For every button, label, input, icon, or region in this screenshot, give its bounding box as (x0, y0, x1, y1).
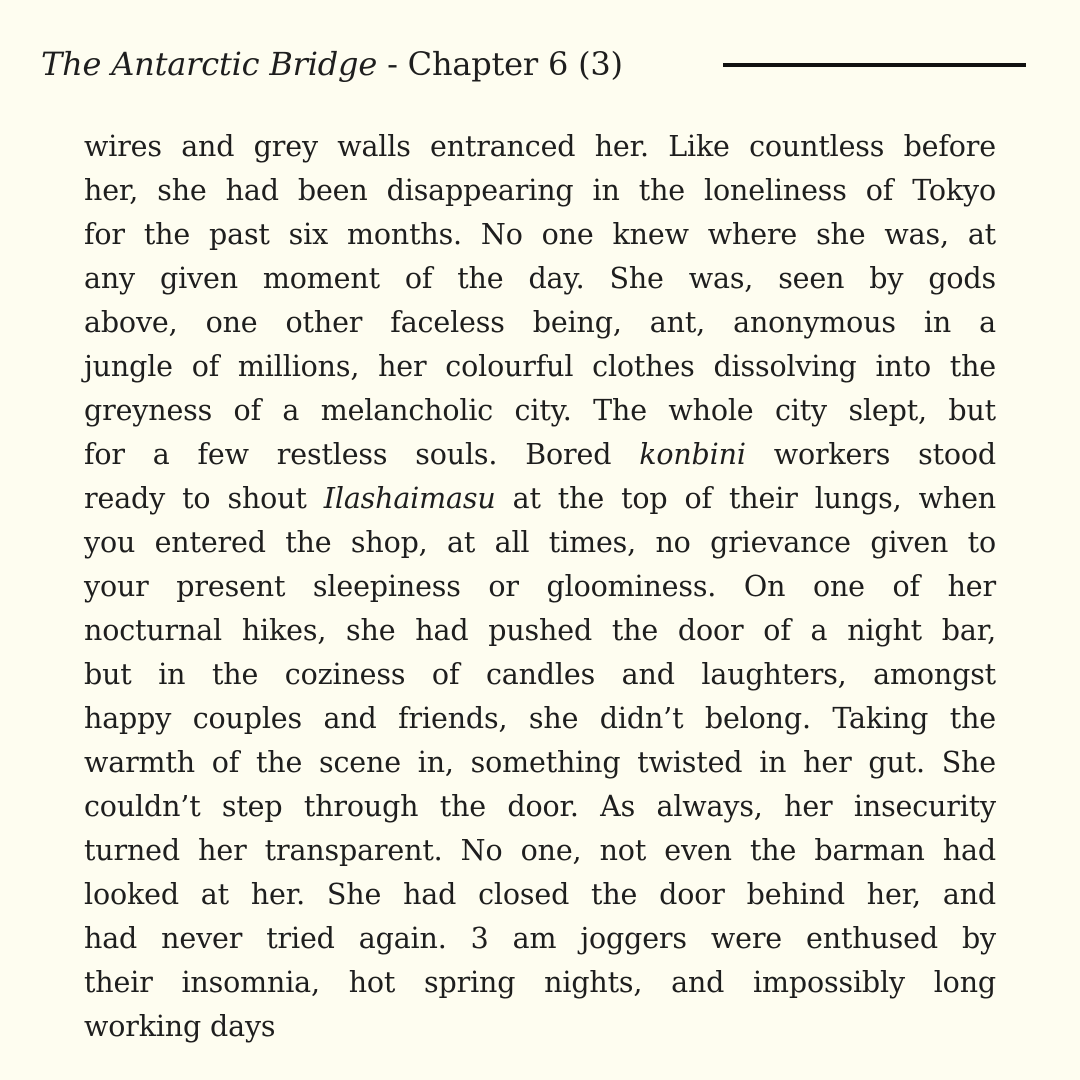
text-segment: couldn’t step through the door. As always, her insecurity (84, 790, 996, 823)
text-segment: had never tried again. 3 am joggers were enthused by (84, 922, 996, 955)
text-line (84, 829, 996, 873)
page-title (41, 44, 623, 84)
text-segment: you entered the shop, at all times, no grievance given to (84, 526, 996, 559)
text-segment: but in the coziness of candles and laughters, amongst (84, 658, 996, 691)
text-segment: ready to shout (84, 482, 324, 515)
text-line (84, 213, 996, 257)
text-line (84, 477, 996, 521)
italic-term: konbini (639, 438, 746, 471)
text-line (84, 345, 996, 389)
text-segment: happy couples and friends, she didn’t belong. Taking the (84, 702, 996, 735)
text-line (84, 785, 996, 829)
text-line (84, 653, 996, 697)
text-line (84, 741, 996, 785)
chapter-label: Chapter 6 (3) (407, 45, 623, 83)
text-segment: for the past six months. No one knew where she was, at (84, 218, 996, 251)
text-segment: any given moment of the day. She was, seen by gods (84, 262, 996, 295)
text-line (84, 301, 996, 345)
text-line (84, 873, 996, 917)
text-line (84, 521, 996, 565)
header-divider-line (723, 63, 1026, 67)
italic-term: Ilashaimasu (323, 482, 496, 515)
text-segment: nocturnal hikes, she had pushed the door of a night bar, (84, 614, 996, 647)
text-line (84, 565, 996, 609)
text-segment: jungle of millions, her colourful clothes dissolving into the (84, 350, 996, 383)
text-line (84, 1005, 996, 1049)
text-segment: looked at her. She had closed the door behind her, and (84, 878, 996, 911)
text-line (84, 917, 996, 961)
text-line (84, 125, 996, 169)
text-segment: working days (84, 1010, 276, 1043)
text-line (84, 257, 996, 301)
title-separator: - (377, 45, 408, 83)
book-title: The Antarctic Bridge (41, 45, 378, 83)
text-segment: workers stood (745, 438, 996, 471)
text-segment: greyness of a melancholic city. The whole city slept, but (84, 394, 996, 427)
text-segment: at the top of their lungs, when (495, 482, 996, 515)
text-line (84, 433, 996, 477)
text-line (84, 961, 996, 1005)
text-line (84, 609, 996, 653)
text-line (84, 389, 996, 433)
text-line (84, 697, 996, 741)
text-segment: wires and grey walls entranced her. Like countless before (84, 130, 996, 163)
text-segment: above, one other faceless being, ant, anonymous in a (84, 306, 996, 339)
page-header (41, 38, 1041, 92)
body-text (84, 125, 996, 1049)
text-segment: their insomnia, hot spring nights, and impossibly long (84, 966, 996, 999)
text-segment: her, she had been disappearing in the loneliness of Tokyo (84, 174, 996, 207)
text-segment: turned her transparent. No one, not even the barman had (84, 834, 996, 867)
text-segment: for a few restless souls. Bored (84, 438, 640, 471)
text-segment: warmth of the scene in, something twisted in her gut. She (84, 746, 996, 779)
text-segment: your present sleepiness or gloominess. On one of her (84, 570, 996, 603)
text-line (84, 169, 996, 213)
